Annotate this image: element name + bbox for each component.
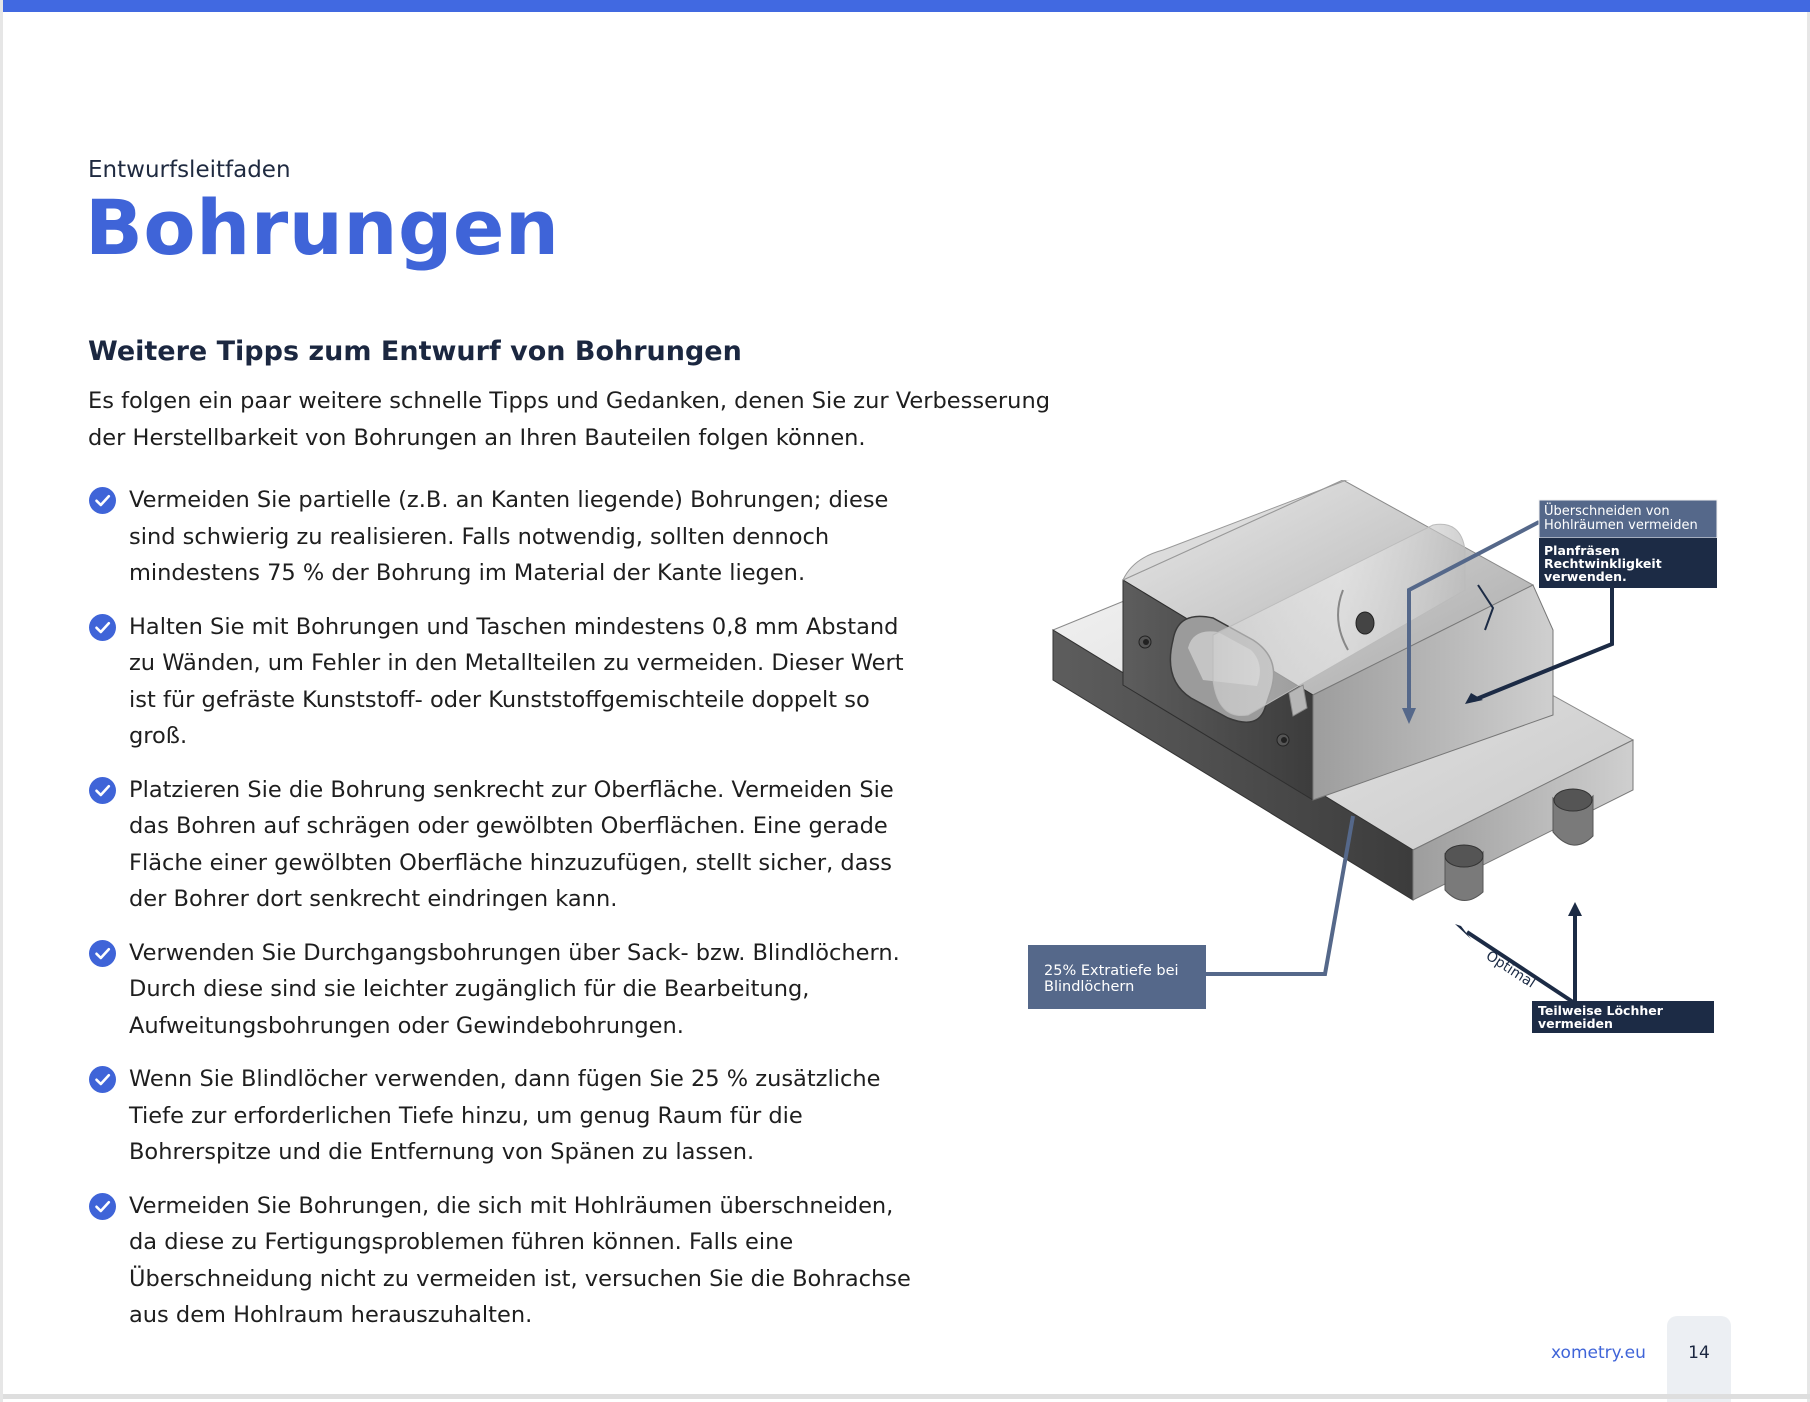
tip-text: Platzieren Sie die Bohrung senkrecht zur Oberfläche. Vermeiden Sie das Bohren auf schrägen oder gewölbten Oberflächen. Eine gerade Fläche einer gewölbten Oberfläche hinzuzufügen, stellt sicher, dass der Bohrer dort senkrecht eindringen kann.	[129, 776, 894, 912]
tip-item	[88, 1188, 928, 1334]
optimal-label: Optimal	[1482, 947, 1539, 992]
bottom-border	[3, 1394, 1810, 1399]
tip-text: Verwenden Sie Durchgangsbohrungen über Sack- bzw. Blindlöchern. Durch diese sind sie leichter zugänglich für die Bearbeitung, Aufweitungsbohrungen oder Gewindebohrungen.	[129, 939, 900, 1039]
callout-blind-line2: Blindlöchern	[1044, 979, 1135, 995]
section-kicker: Entwurfsleitfaden	[88, 157, 291, 183]
section-heading: Weitere Tipps zum Entwurf von Bohrungen	[88, 336, 742, 367]
top-accent-bar	[3, 0, 1810, 12]
checkmark-icon	[89, 777, 116, 804]
callout-planfraesen-line3: verwenden.	[1544, 569, 1627, 584]
checkmark-icon	[89, 614, 116, 641]
callout-partial-line1: Teilweise Löchher	[1538, 1003, 1663, 1018]
tip-item	[88, 482, 928, 592]
callout-blind-line1: 25% Extratiefe bei	[1044, 963, 1179, 979]
part-illustration	[1013, 480, 1773, 1040]
callout-planfraesen-line1: Planfräsen	[1544, 543, 1620, 558]
callout-cavity-line1: Überschneiden von	[1544, 504, 1670, 519]
tip-item	[88, 1061, 928, 1171]
page-title: Bohrungen	[85, 183, 560, 272]
callout-cavity	[1539, 500, 1717, 538]
callout-planfraesen-line2: Rechtwinkligkeit	[1544, 556, 1662, 571]
checkmark-icon	[89, 1193, 116, 1220]
checkmark-icon	[89, 487, 116, 514]
callout-partial-line2: vermeiden	[1538, 1016, 1613, 1031]
footer-website-link[interactable]: xometry.eu	[1551, 1343, 1646, 1363]
page-number-tab	[1667, 1316, 1731, 1402]
tip-item	[88, 772, 928, 918]
callout-cavity-line2: Hohlräumen vermeiden	[1544, 518, 1698, 533]
tip-item	[88, 609, 928, 755]
tip-text: Vermeiden Sie partielle (z.B. an Kanten liegende) Bohrungen; diese sind schwierig zu realisieren. Falls notwendig, sollten dennoch mindestens 75 % der Bohrung im Material der Kante liegen.	[129, 487, 889, 586]
tips-list	[88, 482, 928, 1334]
callout-partial-holes	[1532, 1001, 1714, 1033]
checkmark-icon	[89, 1066, 116, 1093]
tip-text: Halten Sie mit Bohrungen und Taschen mindestens 0,8 mm Abstand zu Wänden, um Fehler in den Metallteilen zu vermeiden. Dieser Wert ist für gefräste Kunststoff- oder Kunststoffgemischteile doppelt so groß.	[129, 613, 904, 749]
tip-text: Vermeiden Sie Bohrungen, die sich mit Hohlräumen überschneiden, da diese zu Fertigungsproblemen führen können. Falls eine Überschneidung nicht zu vermeiden ist, versuchen Sie die Bohrachse aus dem Hohlraum herauszuhalten.	[129, 1192, 911, 1328]
callout-blind-holes	[1028, 945, 1206, 1009]
tip-item	[88, 935, 928, 1045]
tip-text: Wenn Sie Blindlöcher verwenden, dann fügen Sie 25 % zusätzliche Tiefe zur erforderlichen Tiefe hinzu, um genug Raum für die Bohrerspitze und die Entfernung von Spänen zu lassen.	[129, 1066, 881, 1165]
callout-planfraesen	[1539, 538, 1717, 588]
checkmark-icon	[89, 940, 116, 967]
page-number: 14	[1688, 1343, 1710, 1363]
intro-paragraph: Es folgen ein paar weitere schnelle Tipps und Gedanken, denen Sie zur Verbesserung der Herstellbarkeit von Bohrungen an Ihren Bauteilen folgen können.	[88, 388, 1050, 451]
